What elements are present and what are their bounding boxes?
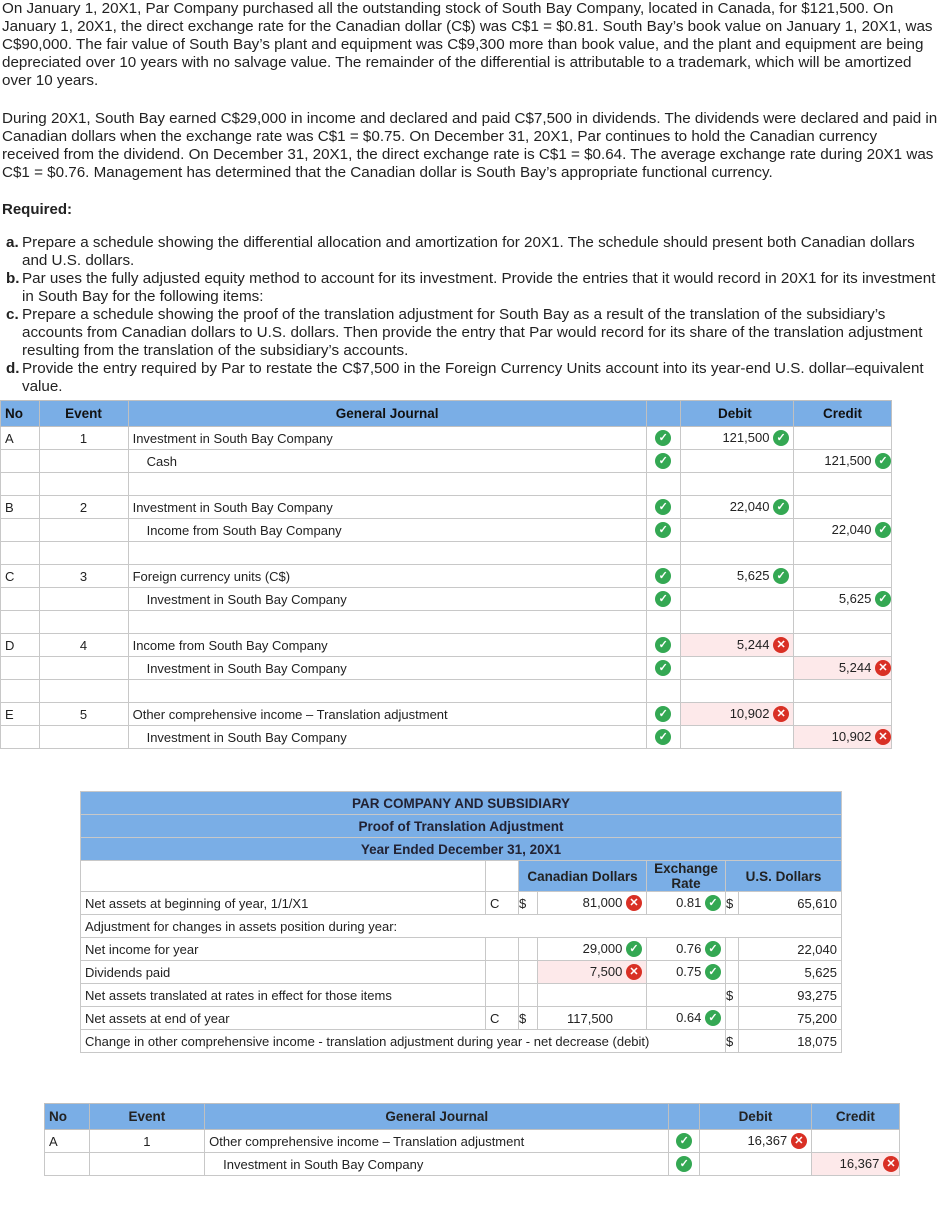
journal-table-1 bbox=[0, 400, 892, 749]
col-credit-header: Credit bbox=[811, 1104, 899, 1130]
check-icon: ✓ bbox=[655, 706, 671, 722]
proof-row-change: Change in other comprehensive income - translation adjustment during year - net decrease (debit) $ 18,075 bbox=[81, 1030, 842, 1053]
debit-input[interactable]: 22,040 ✓ bbox=[680, 496, 793, 519]
problem-paragraph-2: During 20X1, South Bay earned C$29,000 in income and declared and paid C$7,500 in dividends. The dividends were declared and paid in Canadian dollars when the exchange rate was C$1 = $0.75. On December 31, 20X1, Par continues to hold the Canadian currency received from the dividend. On December 31, 20X1, the direct exchange rate is C$1 = $0.64. The average exchange rate during 20X1 was C$1 = $0.76. Management has determined that the Canadian dollar is South Bay’s appropriate functional currency. bbox=[2, 110, 938, 181]
journal-row-d-credit bbox=[1, 657, 892, 680]
check-icon: ✓ bbox=[875, 591, 891, 607]
journal2-row-debit: A 1 Other comprehensive income – Translation adjustment ✓ 16,367 ✕ bbox=[45, 1130, 900, 1153]
proof-title-2: Proof of Translation Adjustment bbox=[81, 815, 842, 838]
credit-input[interactable]: 10,902 ✕ bbox=[794, 726, 892, 749]
col-canadian-dollars: Canadian Dollars bbox=[519, 861, 647, 892]
journal-table-2 bbox=[44, 1103, 900, 1176]
cross-icon: ✕ bbox=[626, 964, 642, 980]
check-icon: ✓ bbox=[773, 499, 789, 515]
check-icon: ✓ bbox=[655, 660, 671, 676]
journal-row-a-credit bbox=[1, 450, 892, 473]
account-select[interactable]: Foreign currency units (C$) bbox=[128, 565, 646, 588]
col-exchange-rate: Exchange Rate bbox=[647, 861, 726, 892]
check-icon: ✓ bbox=[655, 430, 671, 446]
debit-input[interactable] bbox=[680, 450, 793, 473]
col-credit-header: Credit bbox=[794, 401, 892, 427]
account-select[interactable]: Other comprehensive income – Translation adjustment bbox=[205, 1130, 669, 1153]
check-icon: ✓ bbox=[655, 729, 671, 745]
check-icon: ✓ bbox=[705, 1010, 721, 1026]
check-icon: ✓ bbox=[655, 591, 671, 607]
cad-input[interactable]: 29,000 ✓ bbox=[538, 938, 647, 961]
journal2-row-credit bbox=[45, 1153, 900, 1176]
debit-input[interactable]: 16,367 ✕ bbox=[700, 1130, 812, 1153]
proof-translation-table bbox=[80, 791, 842, 1053]
check-icon: ✓ bbox=[655, 522, 671, 538]
question-a: a. Prepare a schedule showing the differential allocation and amortization for 20X1. The schedule should present both Canadian dollars and U.S. dollars. bbox=[6, 234, 915, 269]
col-general-journal-header: General Journal bbox=[128, 401, 646, 427]
proof-row-adjustment: Adjustment for changes in assets position during year: bbox=[81, 915, 842, 938]
rate-input[interactable]: 0.64 ✓ bbox=[647, 1007, 726, 1030]
check-icon: ✓ bbox=[655, 568, 671, 584]
journal-row-d-debit: D 4 Income from South Bay Company ✓ 5,244 ✕ bbox=[1, 634, 892, 657]
cad-input[interactable]: 81,000 ✕ bbox=[538, 892, 647, 915]
col-debit-header: Debit bbox=[700, 1104, 812, 1130]
journal-row-e-debit: E 5 Other comprehensive income – Translation adjustment ✓ 10,902 ✕ bbox=[1, 703, 892, 726]
credit-input[interactable] bbox=[794, 427, 892, 450]
cross-icon: ✕ bbox=[791, 1133, 807, 1149]
col-no-header: No bbox=[45, 1104, 90, 1130]
cross-icon: ✕ bbox=[875, 729, 891, 745]
account-select[interactable]: Investment in South Bay Company bbox=[128, 657, 646, 680]
cross-icon: ✕ bbox=[773, 637, 789, 653]
proof-row-net-income: Net income for year 29,000 ✓ 0.76 ✓ 22,040 bbox=[81, 938, 842, 961]
cross-icon: ✕ bbox=[875, 660, 891, 676]
account-select[interactable]: Investment in South Bay Company bbox=[128, 726, 646, 749]
check-icon: ✓ bbox=[655, 499, 671, 515]
check-icon: ✓ bbox=[655, 453, 671, 469]
check-icon: ✓ bbox=[705, 941, 721, 957]
col-general-journal-header: General Journal bbox=[205, 1104, 669, 1130]
proof-title-3: Year Ended December 31, 20X1 bbox=[81, 838, 842, 861]
credit-input[interactable]: 121,500 ✓ bbox=[794, 450, 892, 473]
credit-input[interactable] bbox=[794, 703, 892, 726]
account-select[interactable]: Income from South Bay Company bbox=[128, 634, 646, 657]
credit-input[interactable]: 5,244 ✕ bbox=[794, 657, 892, 680]
check-icon: ✓ bbox=[676, 1156, 692, 1172]
entry-event: 1 bbox=[39, 427, 128, 450]
proof-row-dividends: Dividends paid 7,500 ✕ 0.75 ✓ 5,625 bbox=[81, 961, 842, 984]
rate-input[interactable]: 0.81 ✓ bbox=[647, 892, 726, 915]
debit-input[interactable] bbox=[700, 1153, 812, 1176]
debit-input[interactable] bbox=[680, 726, 793, 749]
check-icon: ✓ bbox=[773, 568, 789, 584]
cross-icon: ✕ bbox=[773, 706, 789, 722]
proof-title-1: PAR COMPANY AND SUBSIDIARY bbox=[81, 792, 842, 815]
account-select[interactable]: Investment in South Bay Company bbox=[205, 1153, 669, 1176]
check-icon: ✓ bbox=[676, 1133, 692, 1149]
journal-row-b-debit: B 2 Investment in South Bay Company ✓ 22,040 ✓ bbox=[1, 496, 892, 519]
entry-no: A bbox=[1, 427, 40, 450]
debit-input[interactable]: 5,625 ✓ bbox=[680, 565, 793, 588]
question-list bbox=[2, 234, 938, 396]
required-heading: Required: bbox=[2, 201, 73, 218]
cross-icon: ✕ bbox=[626, 895, 642, 911]
check-icon: ✓ bbox=[705, 895, 721, 911]
account-select[interactable]: Income from South Bay Company bbox=[128, 519, 646, 542]
rate-input[interactable]: 0.75 ✓ bbox=[647, 961, 726, 984]
problem-paragraph-1: On January 1, 20X1, Par Company purchased all the outstanding stock of South Bay Company, located in Canada, for $121,500. On January 1, 20X1, the direct exchange rate for the Canadian dollar (C$) was C$1 = $0.81. South Bay’s book value on January 1, 20X1, was C$90,000. The fair value of South Bay’s plant and equipment was C$9,300 more than book value, and the plant and equipment are being depreciated over 10 years with no salvage value. The remainder of the differential is attributable to a trademark, which will be amortized over 10 years. bbox=[2, 0, 933, 89]
col-event-header: Event bbox=[89, 1104, 205, 1130]
col-no-header: No bbox=[1, 401, 40, 427]
cross-icon: ✕ bbox=[883, 1156, 899, 1172]
proof-row-translated: Net assets translated at rates in effect for those items $ 93,275 bbox=[81, 984, 842, 1007]
col-event-header: Event bbox=[39, 401, 128, 427]
credit-input[interactable]: 22,040 ✓ bbox=[794, 519, 892, 542]
debit-input[interactable] bbox=[680, 657, 793, 680]
col-debit-header: Debit bbox=[680, 401, 793, 427]
credit-input[interactable] bbox=[794, 496, 892, 519]
account-select[interactable]: Other comprehensive income – Translation adjustment bbox=[128, 703, 646, 726]
account-select[interactable]: Investment in South Bay Company bbox=[128, 588, 646, 611]
debit-input[interactable]: 121,500 ✓ bbox=[680, 427, 793, 450]
journal-row-c-credit bbox=[1, 588, 892, 611]
journal-row-a-debit bbox=[1, 427, 892, 450]
col-us-dollars: U.S. Dollars bbox=[726, 861, 842, 892]
debit-input[interactable] bbox=[680, 519, 793, 542]
journal-row-c-debit: C 3 Foreign currency units (C$) ✓ 5,625 ✓ bbox=[1, 565, 892, 588]
proof-row-beginning: Net assets at beginning of year, 1/1/X1 C $ 81,000 ✕ 0.81 ✓ $ 65,610 bbox=[81, 892, 842, 915]
question-b: b. Par uses the fully adjusted equity method to account for its investment. Provide the entries that it would record in 20X1 for its investment in South Bay for the following items: bbox=[6, 270, 936, 305]
cad-input[interactable]: 117,500 bbox=[538, 1007, 647, 1030]
journal-row-e-credit bbox=[1, 726, 892, 749]
check-icon: ✓ bbox=[626, 941, 642, 957]
credit-input[interactable]: 16,367 ✕ bbox=[811, 1153, 899, 1176]
credit-input[interactable] bbox=[794, 634, 892, 657]
check-icon: ✓ bbox=[875, 522, 891, 538]
check-icon: ✓ bbox=[705, 964, 721, 980]
account-select[interactable]: Cash bbox=[128, 450, 646, 473]
check-icon: ✓ bbox=[875, 453, 891, 469]
credit-input[interactable] bbox=[794, 565, 892, 588]
account-select[interactable]: Investment in South Bay Company bbox=[128, 496, 646, 519]
account-select[interactable]: Investment in South Bay Company bbox=[128, 427, 646, 450]
check-icon: ✓ bbox=[655, 637, 671, 653]
debit-input[interactable]: 10,902 ✕ bbox=[680, 703, 793, 726]
debit-input[interactable]: 5,244 ✕ bbox=[680, 634, 793, 657]
question-c: c. Prepare a schedule showing the proof of the translation adjustment for South Bay as a result of the translation of the subsidiary’s accounts from Canadian dollars to U.S. dollars. Then provide the entry that Par would record for its share of the translation adjustment resulting from the translation of the subsidiary’s accounts. bbox=[6, 306, 923, 359]
credit-input[interactable] bbox=[811, 1130, 899, 1153]
question-d: d. Provide the entry required by Par to restate the C$7,500 in the Foreign Currency Units account into its year-end U.S. dollar–equivalent value. bbox=[6, 360, 924, 395]
journal-row-b-credit bbox=[1, 519, 892, 542]
check-icon: ✓ bbox=[773, 430, 789, 446]
credit-input[interactable]: 5,625 ✓ bbox=[794, 588, 892, 611]
proof-row-end: Net assets at end of year C $ 117,500 0.64 ✓ 75,200 bbox=[81, 1007, 842, 1030]
cad-input[interactable]: 7,500 ✕ bbox=[538, 961, 647, 984]
debit-input[interactable] bbox=[680, 588, 793, 611]
rate-input[interactable]: 0.76 ✓ bbox=[647, 938, 726, 961]
